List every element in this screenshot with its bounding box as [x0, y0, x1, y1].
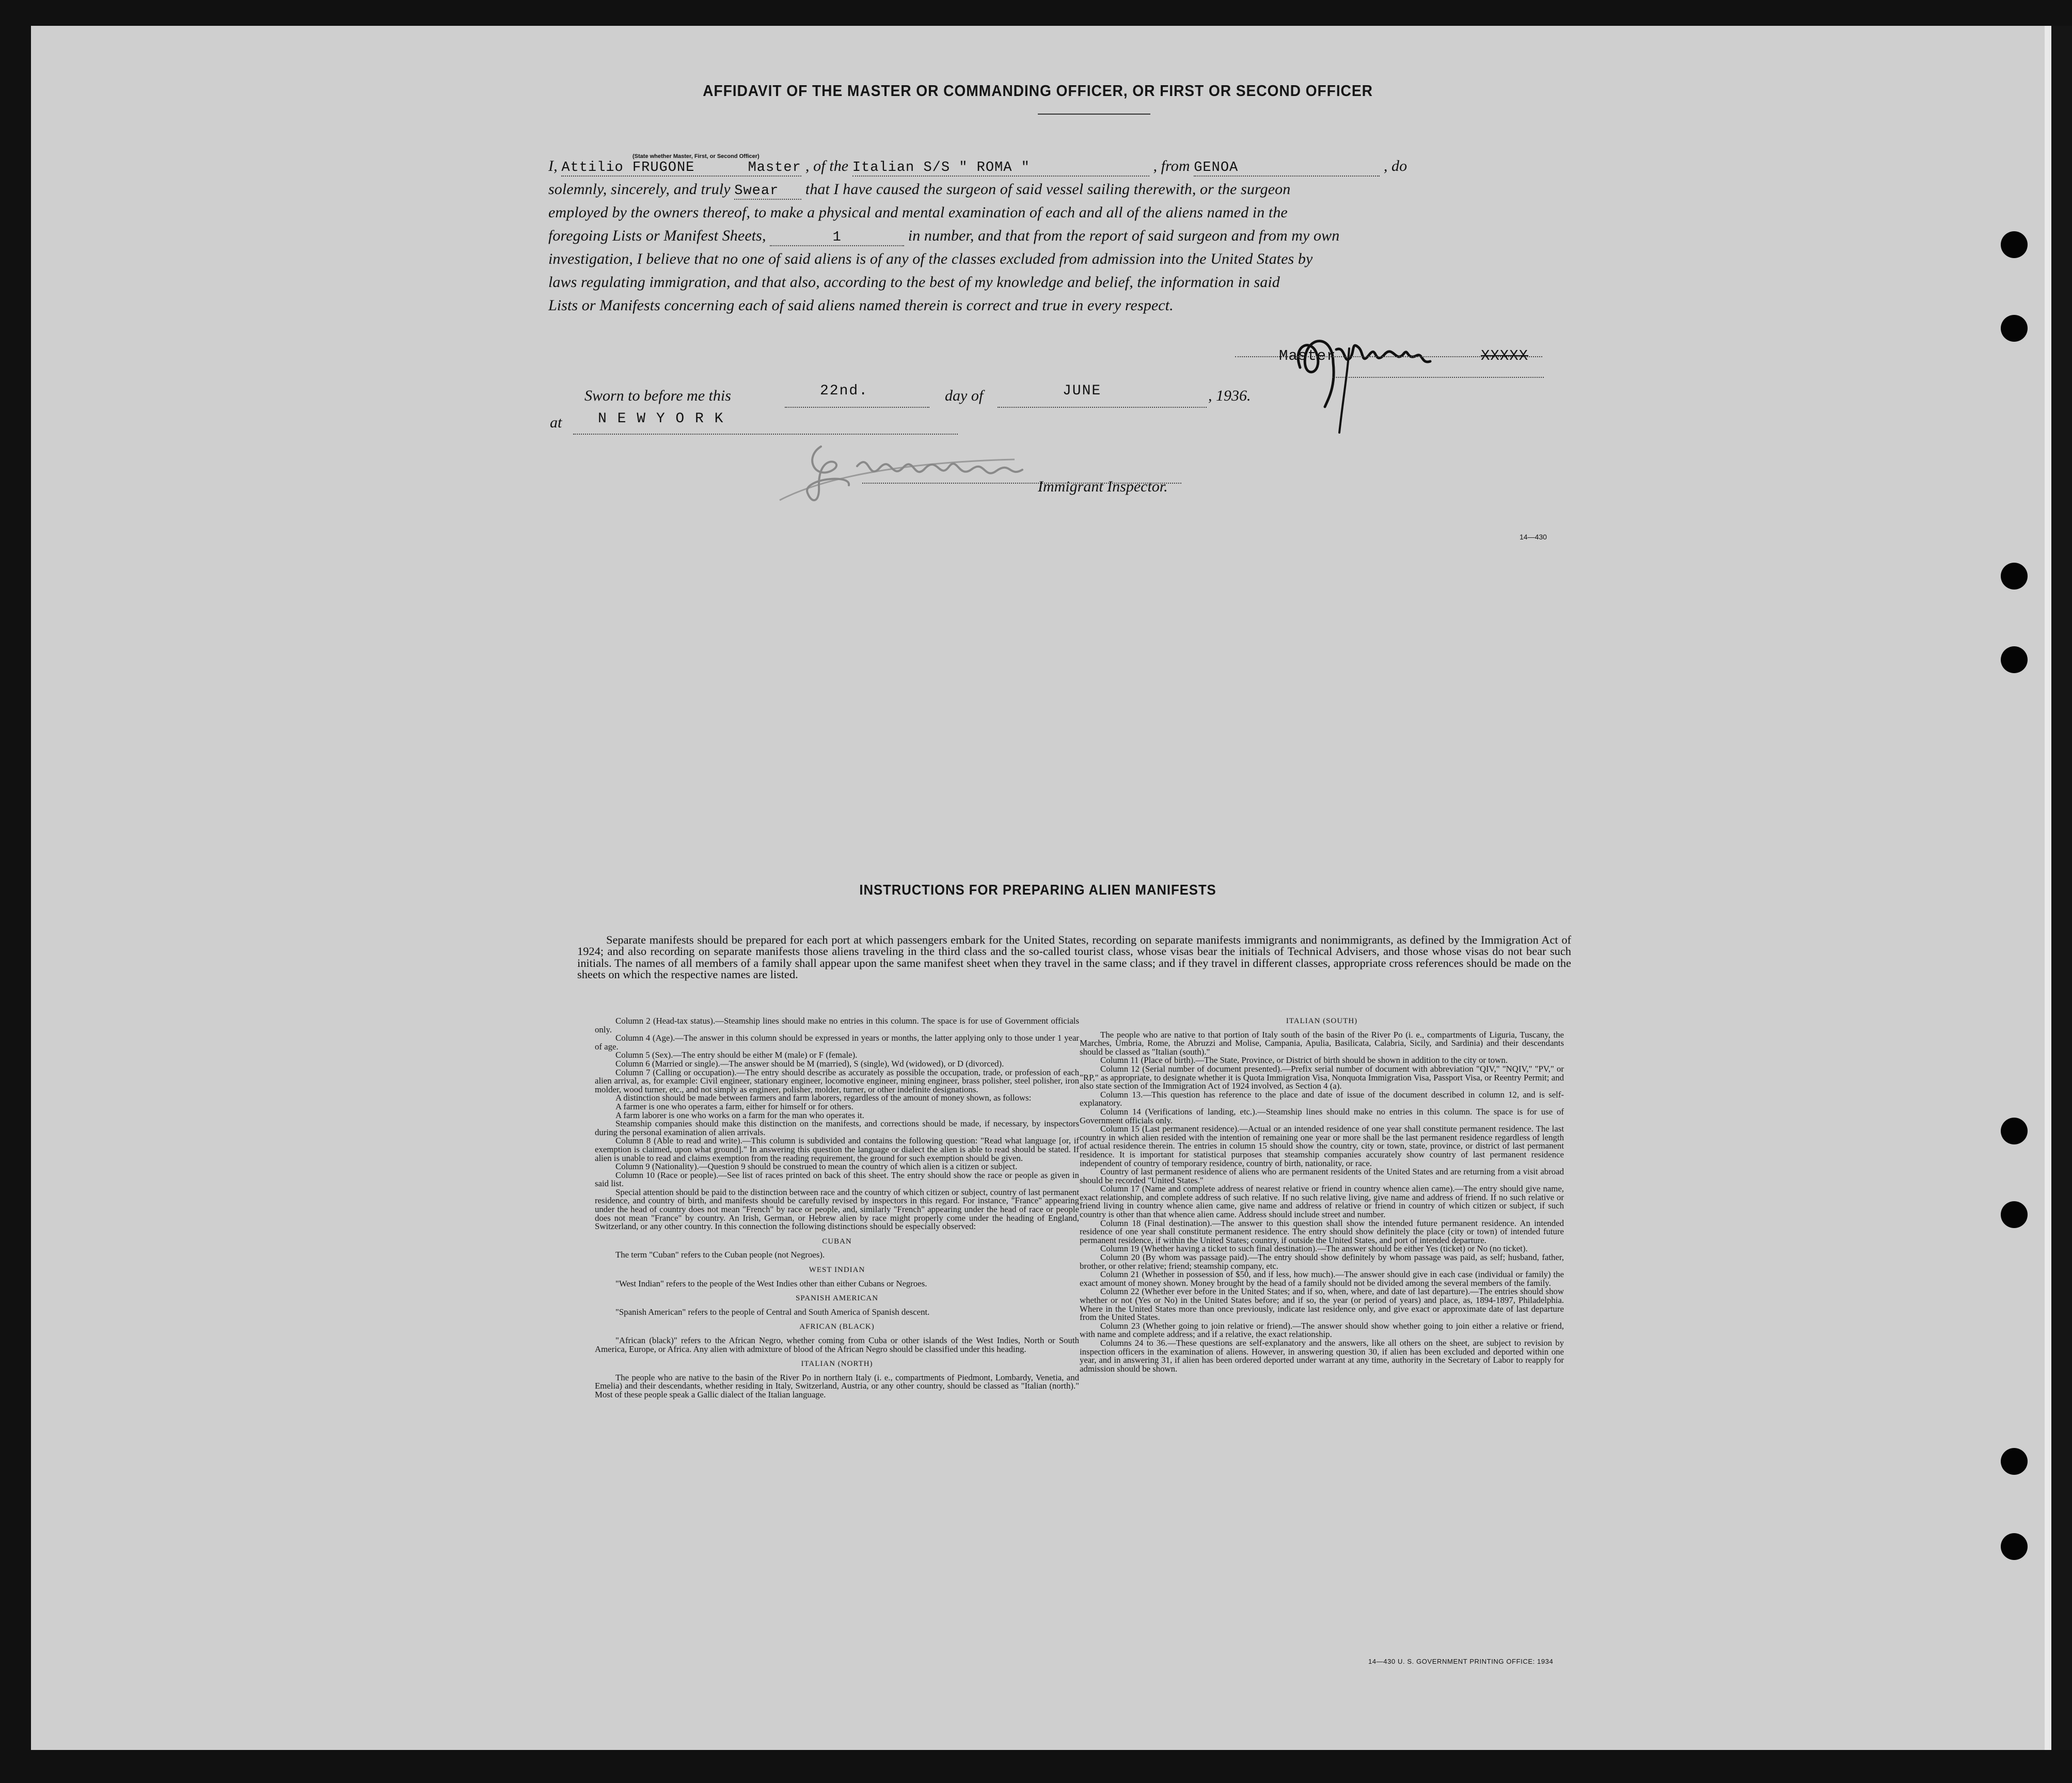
affidavit-line-4: foregoing Lists or Manifest Sheets, 1 in number, and that from the report of said surgeon and from my own	[548, 227, 1340, 245]
affidavit-line-7: Lists or Manifests concerning each of said aliens named therein is correct and true in every respect.	[548, 297, 1174, 314]
section-heading: SPANISH AMERICAN	[795, 1294, 879, 1303]
officer-name-field: Attilio FRUGONE Master	[561, 160, 801, 176]
instructions-title: INSTRUCTIONS FOR PREPARING ALIEN MANIFESTS	[859, 882, 1216, 898]
binder-hole	[2001, 315, 2028, 342]
instruction-paragraph: Column 14 (Verifications of landing, etc.).—Steamship lines should make no entries in this column. The space is for use of Government officials only.	[1080, 1106, 1564, 1125]
departure-port-field: GENOA	[1194, 160, 1380, 177]
section-heading: WEST INDIAN	[809, 1266, 865, 1275]
instruction-paragraph: Column 13.—This question has reference to the place and date of issue of the document described in column 12, and is self-explanatory.	[1080, 1089, 1564, 1108]
binder-hole	[2001, 646, 2028, 673]
section-heading: AFRICAN (BLACK)	[799, 1323, 875, 1331]
binder-hole	[2001, 1201, 2028, 1228]
instruction-paragraph: Column 20 (By whom was passage paid).—The entry should show definitely by whom passage was paid, as self; husband, father, brother, or other relative; friend; steamship company, etc.	[1080, 1252, 1564, 1271]
affidavit-line-6: laws regulating immigration, and that also, according to the best of my knowledge and belief, the information in said	[548, 274, 1280, 291]
sworn-day-value: 22nd.	[820, 383, 869, 399]
section-heading: CUBAN	[822, 1237, 852, 1246]
sworn-month-value: JUNE	[1063, 383, 1102, 399]
vessel-field: Italian S/S " ROMA "	[852, 160, 1149, 177]
instruction-paragraph: Column 4 (Age).—The answer in this column should be expressed in years or months, the latter applying only to those under 1 year of age.	[595, 1033, 1079, 1052]
document-sheet	[31, 26, 2054, 1750]
instruction-paragraph: A distinction should be made between farmers and farm laborers, regardless of the amount of money shown, as follows:	[615, 1093, 1032, 1103]
instruction-paragraph: Column 22 (Whether ever before in the United States; and if so, when, where, and date of last departure).—The entries should show whether or not (Yes or No) in the United States before; and if so, the year (or period of years) and place, as, 1894-1897, Philadelphia. Where in the United States more than once previously, indicate last residence only, and give exact or approximate date of last departure from the United States.	[1080, 1286, 1564, 1323]
section-text: The term "Cuban" refers to the Cuban people (not Negroes).	[615, 1250, 825, 1260]
sworn-year: , 1936.	[1208, 387, 1251, 404]
inspector-label: Immigrant Inspector.	[1038, 478, 1168, 495]
instruction-paragraph: Column 6 (Married or single).—The answer should be M (married), S (single), Wd (widowed), or D (divorced).	[615, 1058, 1004, 1069]
section-text: "West Indian" refers to the people of the West Indies other than either Cubans or Negroes.	[615, 1278, 927, 1288]
instruction-paragraph: Column 17 (Name and complete address of nearest relative or friend in country whence alien came).—The entry should give name, exact relationship, and complete address of such relative. If no such relative living, give name and address of friend. If no such relative or friend living in country whence alien came, give name and address of relative or friend in country of which citizen or subject, if such country is other than that whence alien came. Address should include street and number.	[1080, 1184, 1564, 1220]
instruction-paragraph: The people who are native to that portion of Italy south of the basin of the River Po (i. e., compartments of Liguria, Tuscany, the Marches, Umbria, Rome, the Abruzzi and Molise, Campania, Apulia, Basilicata, Calabria, Sicily, and Sardinia) and their descendants should be classed as "Italian (south)."	[1080, 1029, 1564, 1057]
instruction-paragraph: Special attention should be paid to the distinction between race and the country of which citizen or subject, country of last permanent residence, and country of birth, and manifests should be carefully revised by inspectors in this regard. For instance, "France" appearing under the head of country does not mean "French" by race or people, and, similarly "French" appearing under the head of race or people does not mean "France" by country. An Irish, German, or Hebrew alien by race might properly come under the heading of England, Switzerland, or any other country. In this connection the following distinctions should be especially observed:	[595, 1187, 1079, 1232]
place-value: N E W Y O R K	[598, 411, 724, 427]
instruction-paragraph: Column 21 (Whether in possession of $50, and if less, how much).—The answer should give in each case (individual or family) the exact amount of money shown. Money brought by the head of a family should not be divided among the several members of the family.	[1080, 1269, 1564, 1288]
affidavit-line-2: solemnly, sincerely, and truly Swear that I have caused the surgeon of said vessel sailing therewith, or the surgeon	[548, 181, 1291, 199]
form-number: 14—430	[1520, 533, 1547, 541]
master-label: Master	[1279, 347, 1336, 364]
instructions-right-column	[1080, 1017, 1564, 1373]
section-heading: ITALIAN (NORTH)	[801, 1360, 873, 1368]
instruction-paragraph: Column 23 (Whether going to join relative or friend).—The answer should show whether going to join either a relative or friend, with name and complete address; and if a relative, the exact relationship.	[1080, 1320, 1564, 1340]
scan-dark-edge	[2051, 26, 2072, 1750]
instruction-paragraph: Column 10 (Race or people).—See list of races printed on back of this sheet. The entry should show the race or people as given in said list.	[595, 1170, 1079, 1189]
at-label: at	[550, 414, 562, 431]
section-heading: ITALIAN (SOUTH)	[1286, 1017, 1358, 1025]
instruction-paragraph: Column 2 (Head-tax status).—Steamship lines should make no entries in this column. The space is for use of Government officials only.	[595, 1016, 1079, 1034]
instruction-paragraph: Column 12 (Serial number of document presented).—Prefix serial number of document with abbreviation "QIV," "NQIV," "PV," or "RP," as appropriate, to designate whether it is Quota Immigration Visa, Nonquota Immigration Visa, Passport Visa, or Reentry Permit; and also state section of the Immigration Act of 1924 involved, as Section 4 (a).	[1080, 1063, 1564, 1091]
instruction-paragraph: Column 9 (Nationality).—Question 9 should be construed to mean the country of which alien is a citizen or subject.	[615, 1161, 1018, 1172]
instruction-paragraph: Column 8 (Able to read and write).—This column is subdivided and contains the following question: "Read what language [or, if exemption is claimed, upon what ground]." In answering this question the language or dialect the alien is able to read should be stated. If alien is unable to read and claims exemption from the reading requirement, the ground for such exemption should be given.	[595, 1136, 1079, 1163]
section-text: "African (black)" refers to the African Negro, whether coming from Cuba or other islands of the West Indies, North or South America, Europe, or Africa. Any alien with admixture of blood of the African Negro should be classified under this heading.	[595, 1335, 1079, 1354]
binder-hole	[2001, 1118, 2028, 1144]
instruction-paragraph: Column 11 (Place of birth).—The State, Province, or District of birth should be shown in addition to the city or town.	[1100, 1055, 1508, 1065]
instruction-paragraph: Column 15 (Last permanent residence).—Actual or an intended residence of one year shall constitute permanent residence. The last country in which alien resided with the intention of remaining one year or more shall be the last permanent residence regardless of length of actual residence therein. The entries in column 15 should show the country, city or town, state, province, or district of last permanent residence. It is important for statistical purposes that steamship companies accurately show country of last permanent residence independent of country of temporary residence, country of birth, nationality, or race.	[1080, 1124, 1564, 1168]
instruction-paragraph: Steamship companies should make this distinction on the manifests, and corrections should be made, if necessary, by inspectors during the personal examination of alien arrivals.	[595, 1119, 1079, 1137]
sheet-count-field: 1	[770, 230, 904, 246]
printing-office-footer: 14—430 U. S. GOVERNMENT PRINTING OFFICE: 1934	[1368, 1658, 1554, 1665]
instruction-paragraph: A farm laborer is one who works on a farm for the man who operates it.	[615, 1110, 864, 1120]
section-text: "Spanish American" refers to the people of Central and South America of Spanish descent.	[615, 1307, 930, 1317]
title-rule	[1038, 114, 1150, 115]
binder-hole	[2001, 563, 2028, 590]
instruction-paragraph: Column 7 (Calling or occupation).—The entry should describe as accurately as possible the occupation, trade, or profession of each alien arrival, as, for example: Civil engineer, stationary engineer, locomotive engineer, mining engineer, brass polisher, steel polisher, iron molder, wood turner, etc., and not simply as engineer, polisher, molder, turner, or other indefinite designations.	[595, 1067, 1079, 1094]
instructions-intro: Separate manifests should be prepared for each port at which passengers embark for the United States, recording on separate manifests immigrants and nonimmigrants, as defined by the Immigration Act of 1924; and also recording on separate manifests those aliens traveling in the third class and the so-called tourist class, whose visas bear the initials of Technical Advisers, and those whose visas do not bear such initials. The names of all members of a family shall appear upon the same manifest sheet when they travel in the same class; and if they travel in different classes, appropriate cross references should be made on the sheets on which the respective names are listed.	[577, 933, 1571, 981]
affidavit-line-5: investigation, I believe that no one of said aliens is of any of the classes excluded from admission into the United States by	[548, 250, 1313, 267]
affidavit-line-1: I, Attilio FRUGONE Master , of the Italian S/S " ROMA " , from GENOA , do	[548, 157, 1407, 176]
section-text: The people who are native to the basin of the River Po in northern Italy (i. e., compartments of Piedmont, Lombardy, Venetia, and Emelia) and their descendants, whether residing in Italy, Switzerland, Austria, or any other country, should be classed as "Italian (north)." Most of these people speak a Gallic dialect of the Italian language.	[595, 1372, 1079, 1399]
day-of-label: day of	[945, 387, 984, 404]
affidavit-line-3: employed by the owners thereof, to make a physical and mental examination of each and all of the aliens named in the	[548, 204, 1288, 221]
instruction-paragraph: Country of last permanent residence of aliens who are permanent residents of the United States and are returning from a visit abroad should be recorded "United States."	[1080, 1167, 1564, 1185]
binder-hole	[2001, 1448, 2028, 1475]
instructions-left-column	[595, 1017, 1079, 1399]
signature-label-line	[1332, 357, 1544, 378]
instruction-paragraph: Column 19 (Whether having a ticket to such final destination).—The answer should be either Yes (ticket) or No (no ticket).	[1100, 1244, 1528, 1254]
binder-hole	[2001, 231, 2028, 258]
instruction-paragraph: Column 18 (Final destination).—The answer to this question shall show the intended future permanent residence. An intended residence of one year shall constitute permanent residence. The entry should show definitely the place (city or town) of intended future permanent residence, if within the United States; country, if outside the United States, and port of intended departure.	[1080, 1218, 1564, 1245]
sworn-month-line	[998, 387, 1207, 408]
instruction-paragraph: Column 5 (Sex).—The entry should be either M (male) or F (female).	[615, 1050, 858, 1060]
instruction-paragraph: Columns 24 to 36.—These questions are self-explanatory and the answers, like all others on the sheet, are subject to revision by inspection officers in the examination of aliens. However, in answering question 30, if alien has been excluded and deported within one year, and in answering 31, if alien has been ordered deported under warrant at any time, authority in the Secretary of Labor to reapply for admission should be shown.	[1080, 1338, 1564, 1374]
binder-hole	[2001, 1533, 2028, 1560]
rank-note: (State whether Master, First, or Second Officer)	[632, 153, 760, 160]
struck-officer-label: XXXXX	[1481, 347, 1529, 364]
affidavit-title: AFFIDAVIT OF THE MASTER OR COMMANDING OFFICER, OR FIRST OR SECOND OFFICER	[703, 82, 1373, 100]
instruction-paragraph: A farmer is one who operates a farm, either for himself or for others.	[615, 1101, 853, 1111]
sworn-before-label: Sworn to before me this	[584, 387, 731, 404]
oath-field: Swear	[734, 183, 801, 200]
